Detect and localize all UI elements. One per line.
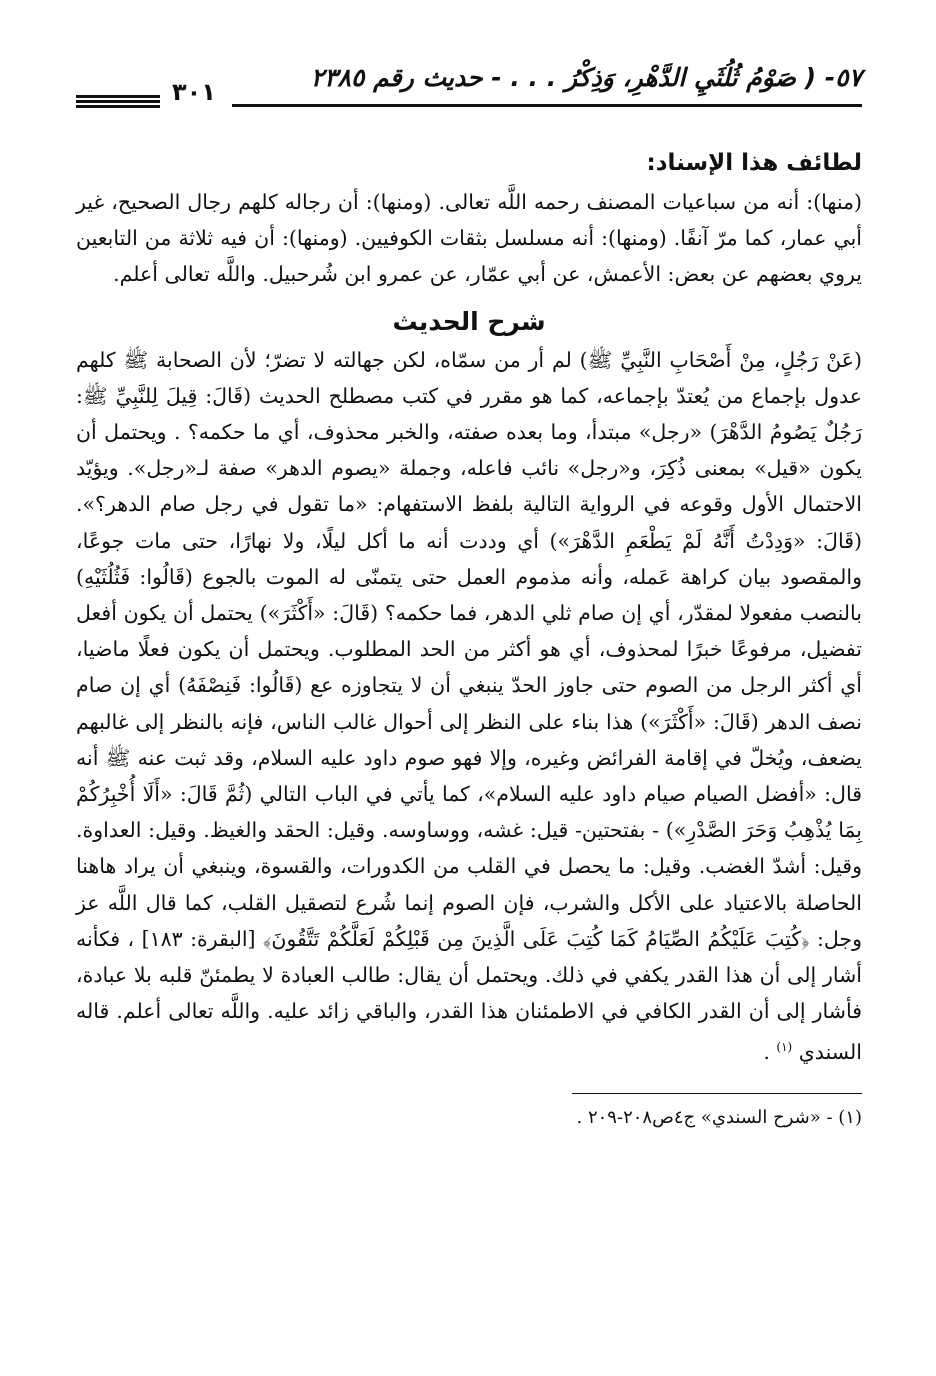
header-rule xyxy=(232,104,862,107)
section-title-isnad: لطائف هذا الإسناد: xyxy=(646,150,862,176)
header-title: ٥٧- ( صَوْمُ ثُلُثَيِ الدَّهْرِ، وَذِكْرُ . . . - حديث رقم ٢٣٨٥ xyxy=(310,63,862,92)
sharh-text: (عَنْ رَجُلٍ، مِنْ أَصْحَابِ النَّبِيِّ ﷺ) لم أر من سمّاه، لكن جهالته لا تضرّ؛ لأن الصحابة ﷺ كلهم عدول بإجماع من يُعتدّ بإجماعه، كما هو مقرر في كتب مصطلح الحديث (قَالَ: قِيلَ لِلنَّبِيِّ ﷺ: رَجُلٌ يَصُومُ الدَّهْرَ) «رجل» مبتدأ، وما بعده صفته، والخبر محذوف، أي ما حكمه؟ . ويحتمل أن يكون «قيل» بمعنى ذُكِرَ، و«رجل» نائب فاعله، وجملة «يصوم الدهر» صفة لـ«رجل». ويؤيّد الاحتمال الأول وقوعه في الرواية التالية بلفظ الاستفهام: «ما تقول في رجل صام الدهر؟». (قَالَ: «وَدِدْتُ أَنَّهُ لَمْ يَطْعَمِ الدَّهْرَ») أي وددت أنه ما أكل ليلًا، ولا نهارًا، حتى مات جوعًا، والمقصود بيان كراهة عَمله، وأنه مذموم العمل حتى يتمنّى له الموت بالجوع (قَالُوا: فَثُلُثَيْهِ) بالنصب مفعولا لمقدّر، أي إن صام ثلي الدهر، فما حكمه؟ (قَالَ: «أَكْثَرَ») يحتمل أن يكون أفعل تفضيل، مرفوعًا خبرًا لمحذوف، أي هو أكثر من الحد المطلوب. ويحتمل أن يكون فعلًا ماضيا، أي أكثر الرجل من الصوم حتى جاوز الحدّ ينبغي أن لا يتجاوزه عع (قَالُوا: فَنِصْفَهُ) أي إن صام نصف الدهر (قَالَ: «أَكْثَرَ») هذا بناء على النظر إلى أحوال غالب الناس، فإنه بالنظر إلى غالبهم يضعف، ويُخلّ في إقامة الفرائض وغيره، وإلا فهو صوم داود عليه السلام، وقد ثبت عنه ﷺ أنه قال: «أفضل الصيام صيام داود عليه السلام»، كما يأتي في الباب التالي (ثُمَّ قَالَ: «أَلَا أُخْبِرُكُمْ بِمَا يُذْهِبُ وَحَرَ الصَّدْرِ») - بفتحتين- قيل: غشه، ووساوسه. وقيل: الحقد والغيظ. وقيل: العداوة. وقيل: أشدّ الغضب. وقيل: ما يحصل في القلب من الكدورات، والقسوة، وينبغي أن يراد هاهنا الحاصلة بالاعتياد على الأكل والشرب، فإن الصوم إنما شُرع لتصقيل القلب، كما قال اللَّه عز وجل: ﴿كُتِبَ عَلَيْكُمُ الصِّيَامُ كَمَا كُتِبَ عَلَى الَّذِينَ مِن قَبْلِكُمْ لَعَلَّكُمْ تَتَّقُونَ﴾ [البقرة: ١٨٣] ، فكأنه أشار إلى أن هذا القدر يكفي في ذلك. ويحتمل أن يقال: طالب العبادة لا يطمئنّ قلبه بلا عبادة، فأشار إلى أن القدر الكافي في الاطمئنان هذا القدر، والباقي زائد عليه. واللَّه تعالى أعلم. قاله السندي xyxy=(76,347,863,1065)
footnote-marker: (١) xyxy=(776,1040,793,1055)
page xyxy=(76,58,862,1132)
sharh-paragraph xyxy=(76,342,862,1071)
isnad-paragraph: (منها): أنه من سباعيات المصنف رحمه اللَّه تعالى. (ومنها): أن رجاله كلهم رجال الصحيح، غير أبي عمار، كما مرّ آنفًا. (ومنها): أنه مسلسل بثقات الكوفيين. (ومنها): أن فيه ثلاثة من التابعين يروي بعضهم عن بعض: الأعمش، عن أبي عمّار، عن عمرو ابن شُرحبيل. واللَّه تعالى أعلم. xyxy=(76,190,862,287)
running-header xyxy=(76,58,862,106)
footnote: (١) - «شرح السندي» ج٤ص٢٠٨-٢٠٩ . xyxy=(576,1106,862,1128)
page-number: ٣٠١ xyxy=(160,72,228,112)
section-title-sharh: شرح الحديث xyxy=(392,306,546,336)
footnote-divider xyxy=(572,1093,862,1094)
paragraph-end: . xyxy=(763,1040,770,1065)
